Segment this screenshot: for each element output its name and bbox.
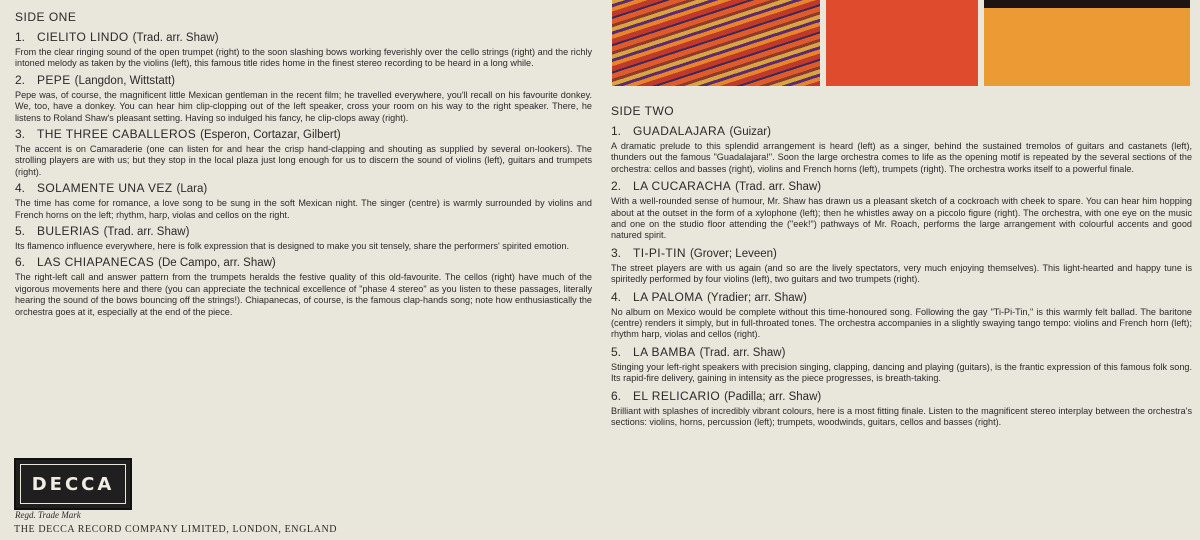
track-description: From the clear ringing sound of the open trumpet (right) to the soon slashing bows working feverishly over the cello strings (right) and the richly intoned melody as taken by the violins (left), this famous title rides home in the finest stereo recording to be heard in a long while.: [15, 47, 592, 69]
track-credit: (Padilla; arr. Shaw): [724, 390, 822, 403]
track-credit: (Langdon, Wittstatt): [74, 74, 175, 87]
cover-art-orange-block: [984, 8, 1190, 86]
company-line: THE DECCA RECORD COMPANY LIMITED, LONDON, ENGLAND: [14, 524, 338, 535]
track-1: [610, 124, 1192, 175]
track-description: The right-left call and answer pattern from the trumpets heralds the festive quality of this old-favourite. The cellos (right) have much of the vigorous movements here and there (you can appreciate the technical excellence of "phase 4 stereo" as you listen to these passages, literally hearing the sound of the bows bouncing off the strings!). Chiapanecas, of course, is the famous clap-hands song; note how enthusiastically the orchestra goes at it, especially at the end of the piece.: [15, 272, 592, 317]
track-number: 5.: [15, 224, 26, 239]
track-description: Pepe was, of course, the magnificent little Mexican gentleman in the recent film; he travelled everywhere, you'll recall on his favourite donkey. We, too, have a donkey. You can hear him clip-clopping out of the left speaker, cross your room on his way to the right speaker. There, he listens to Roland Shaw's pleasant setting. Having so indulged his fancy, he clip-clops away (right).: [15, 89, 592, 123]
track-number: 4.: [611, 289, 622, 304]
track-number: 4.: [15, 181, 26, 196]
track-description: The time has come for romance, a love song to be sung in the soft Mexican night. The singer (centre) is warmly surrounded by violins and French horns on the left; rhythm, harp, violas and cellos on the right.: [15, 198, 592, 220]
track-title: [15, 127, 592, 141]
track-3: [14, 127, 592, 178]
track-title: [611, 246, 1192, 260]
track-5: [610, 345, 1192, 385]
track-description: Stinging your left-right speakers with precision singing, clapping, dancing and playing (guitars), is the frantic expression of this famous folk song. Its rapid-fire delivery, gaining in intensity as the piece progresses, is breath-taking.: [611, 361, 1192, 384]
track-1: [14, 30, 592, 70]
side-two-column: [610, 104, 1192, 433]
track-number: 3.: [15, 127, 26, 142]
track-credit: (Lara): [176, 183, 208, 196]
side-two-heading: SIDE TWO: [611, 104, 675, 118]
track-name: BULERIAS: [37, 224, 100, 239]
track-name: THE THREE CABALLEROS: [37, 127, 197, 142]
track-title: [15, 30, 592, 44]
decca-logo: [14, 458, 132, 510]
track-number: 3.: [611, 245, 622, 260]
track-credit: (Trad. arr. Shaw): [735, 181, 822, 194]
track-number: 1.: [611, 124, 622, 138]
track-name: EL RELICARIO: [633, 388, 721, 403]
track-title: [15, 224, 592, 238]
track-description: A dramatic prelude to this splendid arrangement is heard (left) as a singer, behind the sustained tremolos of guitars and castanets (left), thunders out the famous "Guadalajara!". Soon the large orchestra comes to life as the opening motif is repeated by the several sections of the orchestra: cellos and basses (right), violins and French horns (left), trumpets (right). The orchestra works itself to a powerful finale.: [611, 141, 1192, 174]
track-credit: (Guizar): [729, 126, 771, 138]
track-6: [610, 389, 1192, 429]
track-name: LA CUCARACHA: [633, 179, 732, 194]
track-description: With a well-rounded sense of humour, Mr. Shaw has drawn us a pleasant sketch of a cockroach with cheek to spare. You can hear him hopping about at the outset in the form of a xylophone (left); then he whistles away on a piccolo figure (right). The orchestra, with one eye on the music and one on the studio floor attending the ("eek!") pathways of Mr. Roach, performs the large arrangement with colourful accents and good natured spirit.: [611, 196, 1192, 241]
cover-art-red-block: [826, 0, 978, 86]
track-number: 6.: [15, 255, 26, 270]
track-name: LA PALOMA: [633, 289, 704, 304]
track-title: [611, 124, 1192, 138]
track-title: [15, 181, 592, 195]
side-one-heading: SIDE ONE: [15, 10, 77, 24]
track-credit: (Trad. arr. Shaw): [103, 226, 190, 239]
track-title: [611, 179, 1192, 193]
trade-mark-note: Regd. Trade Mark: [15, 510, 81, 520]
track-credit: (Yradier; arr. Shaw): [707, 291, 807, 304]
track-description: No album on Mexico would be complete without this time-honoured song. Following the gay "Ti-Pi-Tin," is this warmly felt ballad. The baritone (centre) renders it simply, but in full-throated tones. The orchestra accompanies in a slightly swaying tango tempo: violins and French horn (left); rhythm harp, violas and cellos (right).: [611, 306, 1192, 340]
track-5: [14, 224, 592, 252]
track-2: [610, 179, 1192, 242]
track-4: [610, 290, 1192, 341]
side-one-track-list: [14, 30, 592, 318]
side-one-column: [14, 10, 592, 321]
track-title: [15, 255, 592, 269]
decca-logo-frame: [20, 464, 126, 504]
track-title: [611, 290, 1192, 304]
cover-art-dark-band: [984, 0, 1190, 8]
track-credit: (De Campo, arr. Shaw): [158, 257, 276, 270]
track-4: [14, 181, 592, 221]
cover-art-stripes: [612, 0, 820, 86]
track-name: GUADALAJARA: [633, 124, 726, 138]
track-6: [14, 255, 592, 318]
track-number: 2.: [611, 179, 622, 194]
track-number: 6.: [611, 388, 622, 403]
track-credit: (Esperon, Cortazar, Gilbert): [200, 129, 341, 142]
track-description: Its flamenco influence everywhere, here is folk expression that is designed to make you sit tensely, share the performers' spirited emotion.: [15, 241, 570, 252]
track-description: The accent is on Camaraderie (one can listen for and hear the crisp hand-clapping and shouting as supplied by several on-lookers). The strolling players are with us; but they stop in the local plaza just long enough for us to discern the sound of violins (left), guitars and trumpets (right).: [15, 144, 592, 177]
track-number: 1.: [15, 30, 26, 44]
decca-logo-text: DECCA: [31, 473, 115, 495]
track-credit: (Grover; Leveen): [689, 247, 777, 260]
track-credit: (Trad. arr. Shaw): [699, 346, 786, 359]
track-number: 2.: [15, 72, 26, 87]
track-name: CIELITO LINDO: [37, 30, 129, 44]
track-2: [14, 73, 592, 124]
track-name: TI-PI-TIN: [633, 245, 686, 260]
track-name: LA BAMBA: [633, 344, 696, 359]
track-title: [15, 73, 592, 87]
track-description: The street players are with us again (and so are the lively spectators, very much enjoying themselves). This light-hearted and happy tune is spiritedly performed by four violins (left), two guitars and two trumpets (right).: [611, 262, 1192, 285]
track-title: [611, 345, 1192, 359]
track-description: Brilliant with splashes of incredibly vibrant colours, here is a most fitting finale. Listen to the magnificent stereo interplay between the orchestra's sections: violins, horns, percussion (left); trumpets, woodwinds, guitars, cellos and basses (right).: [611, 405, 1192, 428]
track-name: SOLAMENTE UNA VEZ: [37, 181, 173, 196]
side-two-track-list: [610, 124, 1192, 429]
track-title: [611, 389, 1192, 403]
track-name: PEPE: [37, 72, 71, 87]
track-number: 5.: [611, 344, 622, 359]
track-name: LAS CHIAPANECAS: [37, 255, 155, 270]
track-3: [610, 246, 1192, 286]
track-credit: (Trad. arr. Shaw): [132, 32, 219, 44]
